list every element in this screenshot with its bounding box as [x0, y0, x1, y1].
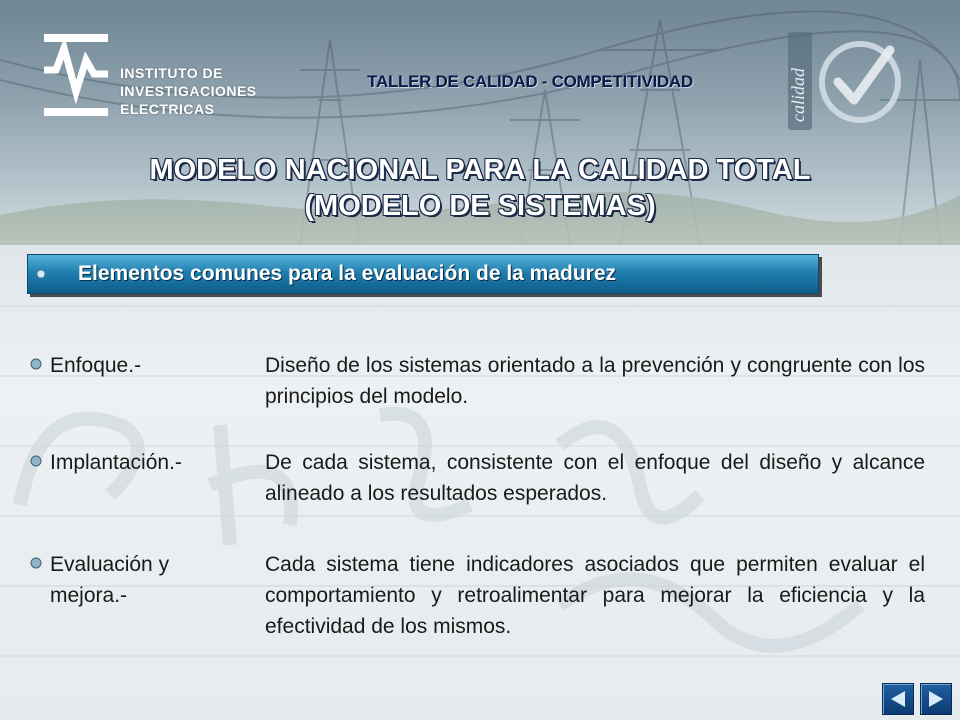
institute-line-2: INVESTIGACIONES: [120, 83, 257, 99]
taller-heading: TALLER DE CALIDAD - COMPETITIVIDAD: [367, 72, 693, 91]
title-line-2: (MODELO DE SISTEMAS): [304, 190, 656, 222]
institute-line-3: ELECTRICAS: [120, 101, 215, 117]
item-description: Diseño de los sistemas orientado a la prevención y congruente con los principios del modelo.: [265, 354, 925, 408]
bullet-icon: [36, 269, 46, 279]
item-description: Cada sistema tiene indicadores asociados que permiten evaluar el comportamiento y retroalimentar para mejorar la eficiencia y la efectividad de los mismos.: [265, 553, 925, 638]
calidad-logo-text: calidad: [788, 68, 808, 122]
next-slide-button[interactable]: [920, 683, 952, 715]
bullet-icon: [30, 455, 42, 467]
slide-title: [60, 152, 900, 224]
triangle-right-icon: [921, 684, 951, 714]
triangle-left-icon: [883, 684, 913, 714]
institute-name: [120, 64, 270, 118]
section-banner: [27, 254, 819, 294]
item-label: Enfoque.-: [50, 354, 142, 377]
header-band: [0, 0, 960, 245]
title-line-1: MODELO NACIONAL PARA LA CALIDAD TOTAL: [149, 154, 811, 186]
item-label-line-1: Evaluación y: [50, 553, 170, 576]
previous-slide-button[interactable]: [882, 683, 914, 715]
calidad-logo-icon: [786, 26, 902, 136]
institute-line-1: INSTITUTO DE: [120, 65, 223, 81]
item-label-line-2: mejora.-: [50, 584, 128, 607]
iie-logo-icon: [42, 30, 110, 120]
item-description: De cada sistema, consistente con el enfoque del diseño y alcance alineado a los resultados esperados.: [265, 451, 925, 505]
banner-text: Elementos comunes para la evaluación de la madurez: [78, 262, 617, 285]
bullet-icon: [30, 358, 42, 370]
bullet-icon: [30, 557, 42, 569]
item-label: [50, 549, 169, 611]
item-label: Implantación.-: [50, 451, 182, 474]
